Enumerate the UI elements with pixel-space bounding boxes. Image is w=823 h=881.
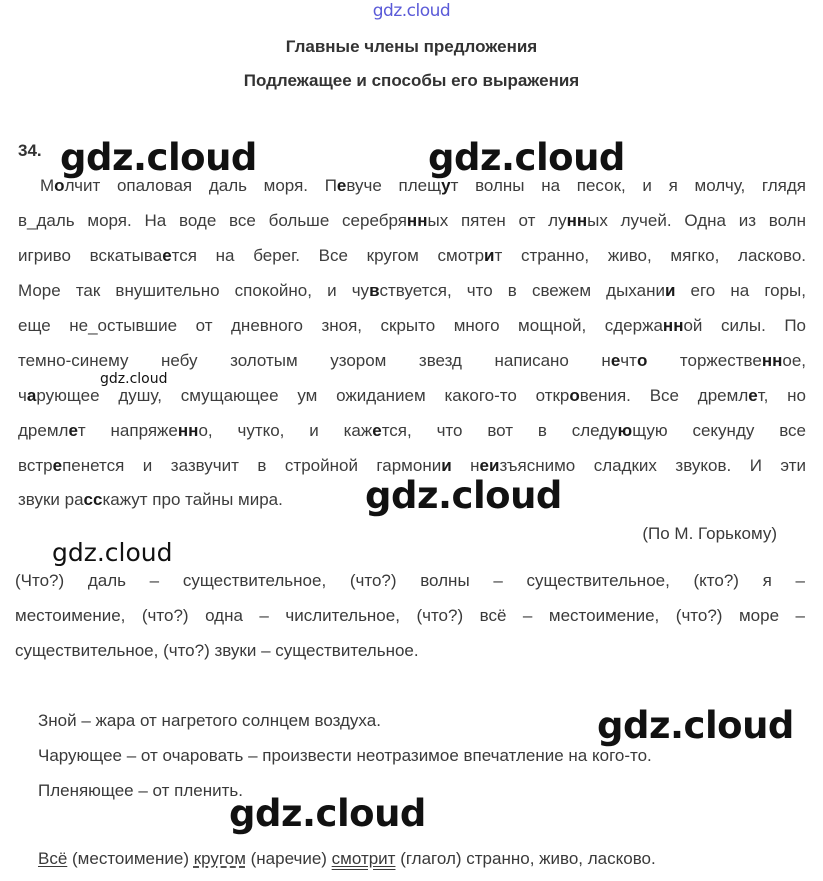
text-segment: торжестве: [647, 351, 762, 370]
highlighted-letters: у: [441, 176, 451, 195]
definition-line: Пленяющее – от пленить.: [38, 781, 243, 800]
watermark: gdz.cloud: [365, 474, 562, 517]
text-segment: т, но: [757, 386, 806, 405]
text-line: [18, 386, 806, 406]
highlighted-letters: нн: [566, 211, 588, 230]
text-line: [18, 456, 806, 476]
text-segment: о, чутко, и каж: [198, 421, 373, 440]
text-segment: М: [40, 176, 55, 195]
text-line: [18, 351, 806, 371]
text-line: [18, 176, 806, 196]
highlighted-letters: нн: [761, 351, 783, 370]
text-segment: ой силы. По: [683, 316, 806, 335]
highlighted-letters: сс: [83, 490, 103, 509]
text-line: [18, 316, 806, 336]
text-segment: т напряже: [77, 421, 178, 440]
parse-line: [38, 849, 823, 869]
text-segment: ых пятен от лу: [427, 211, 567, 230]
watermark: gdz.cloud: [597, 704, 794, 747]
page-subtitle: Подлежащее и способы его выражения: [243, 71, 580, 90]
text-segment: еще не_остывшие от дневного зноя, скрыто много мощной, сдержа: [18, 316, 663, 335]
text-segment: зъяснимо сладких звуков. И эти: [499, 456, 806, 475]
text-line: [18, 281, 806, 301]
text-segment: игриво вскатыва: [18, 246, 163, 265]
text-segment: Море так внушительно спокойно, и чу: [18, 281, 370, 300]
author-attribution: (По М. Горькому): [642, 524, 777, 543]
watermark: gdz.cloud: [60, 136, 257, 179]
highlighted-letters: о: [569, 386, 580, 405]
highlighted-letters: е: [748, 386, 758, 405]
text-segment: ых лучей. Одна из волн: [587, 211, 806, 230]
highlighted-letters: о: [636, 351, 648, 370]
adverb-word: кругом: [193, 849, 246, 868]
highlighted-letters: а: [26, 386, 37, 405]
subject-word: Всё: [38, 849, 68, 868]
text-segment: в_даль моря. На воде все больше серебря: [18, 211, 407, 230]
highlighted-letters: е: [52, 456, 63, 475]
text-segment: темно-синему небу золотым узором звезд написано н: [18, 351, 611, 370]
highlighted-letters: е: [336, 176, 347, 195]
text-segment: тся на берег. Все кругом смотр: [171, 246, 485, 265]
definition-line: Зной – жара от нагретого солнцем воздуха.: [38, 711, 381, 730]
text-line: [18, 211, 806, 231]
highlighted-letters: е: [162, 246, 172, 265]
watermark-top: gdz.cloud: [372, 1, 451, 21]
watermark: gdz.cloud: [100, 371, 168, 387]
text-segment: вуче плещ: [346, 176, 442, 195]
text-segment: чт: [620, 351, 637, 370]
highlighted-letters: е: [610, 351, 621, 370]
text-segment: ое,: [782, 351, 806, 370]
text-segment: тся, что вот в следу: [381, 421, 618, 440]
highlighted-letters: е: [68, 421, 78, 440]
text-segment: звуки ра: [18, 490, 84, 509]
watermark: gdz.cloud: [52, 538, 173, 567]
text-segment: рующее душу, смущающее ум ожиданием какого-то откр: [36, 386, 570, 405]
text-segment: вения. Все дремл: [579, 386, 749, 405]
text-segment: кажут про тайны мира.: [102, 490, 283, 509]
text-segment: щую секунду все: [632, 421, 807, 440]
exercise-number: 34.: [18, 141, 42, 160]
definition-line: Чарующее – от очаровать – произвести неотразимое впечатление на кого-то.: [38, 746, 652, 765]
analysis-line: местоимение, (что?) одна – числительное, (что?) всё – местоимение, (что?) море –: [15, 606, 805, 625]
text-line: [18, 246, 806, 266]
analysis-line: (Что?) даль – существительное, (что?) волны – существительное, (кто?) я –: [15, 571, 805, 590]
text-segment: его на горы,: [675, 281, 807, 300]
page-title: Главные члены предложения: [285, 37, 538, 56]
highlighted-letters: и: [664, 281, 676, 300]
highlighted-letters: еи: [479, 456, 500, 475]
watermark: gdz.cloud: [428, 136, 625, 179]
highlighted-letters: нн: [406, 211, 428, 230]
highlighted-letters: и: [484, 246, 495, 265]
highlighted-letters: нн: [662, 316, 684, 335]
parse-note: (местоимение): [67, 849, 194, 868]
parse-note: (наречие): [245, 849, 332, 868]
text-segment: т волны на песок, и я молчу, глядя: [450, 176, 806, 195]
text-segment: дремл: [18, 421, 69, 440]
analysis-line: существительное, (что?) звуки – существительное.: [15, 641, 419, 660]
highlighted-letters: е: [372, 421, 382, 440]
text-segment: т странно, живо, мягко, ласково.: [494, 246, 807, 265]
text-segment: ч: [18, 386, 27, 405]
parse-note: (глагол) странно, живо, ласково.: [395, 849, 656, 868]
predicate-word: смотрит: [331, 849, 396, 868]
text-segment: встр: [18, 456, 53, 475]
text-segment: ствуется, что в свежем дыхани: [379, 281, 665, 300]
highlighted-letters: в: [369, 281, 380, 300]
highlighted-letters: нн: [177, 421, 199, 440]
text-segment: лчит опаловая даль моря. П: [64, 176, 337, 195]
text-segment: н: [451, 456, 480, 475]
highlighted-letters: и: [441, 456, 452, 475]
watermark: gdz.cloud: [229, 792, 426, 835]
highlighted-letters: ю: [617, 421, 633, 440]
text-line: [18, 421, 806, 441]
highlighted-letters: о: [54, 176, 65, 195]
text-segment: пенется и зазвучит в стройной гармони: [62, 456, 442, 475]
